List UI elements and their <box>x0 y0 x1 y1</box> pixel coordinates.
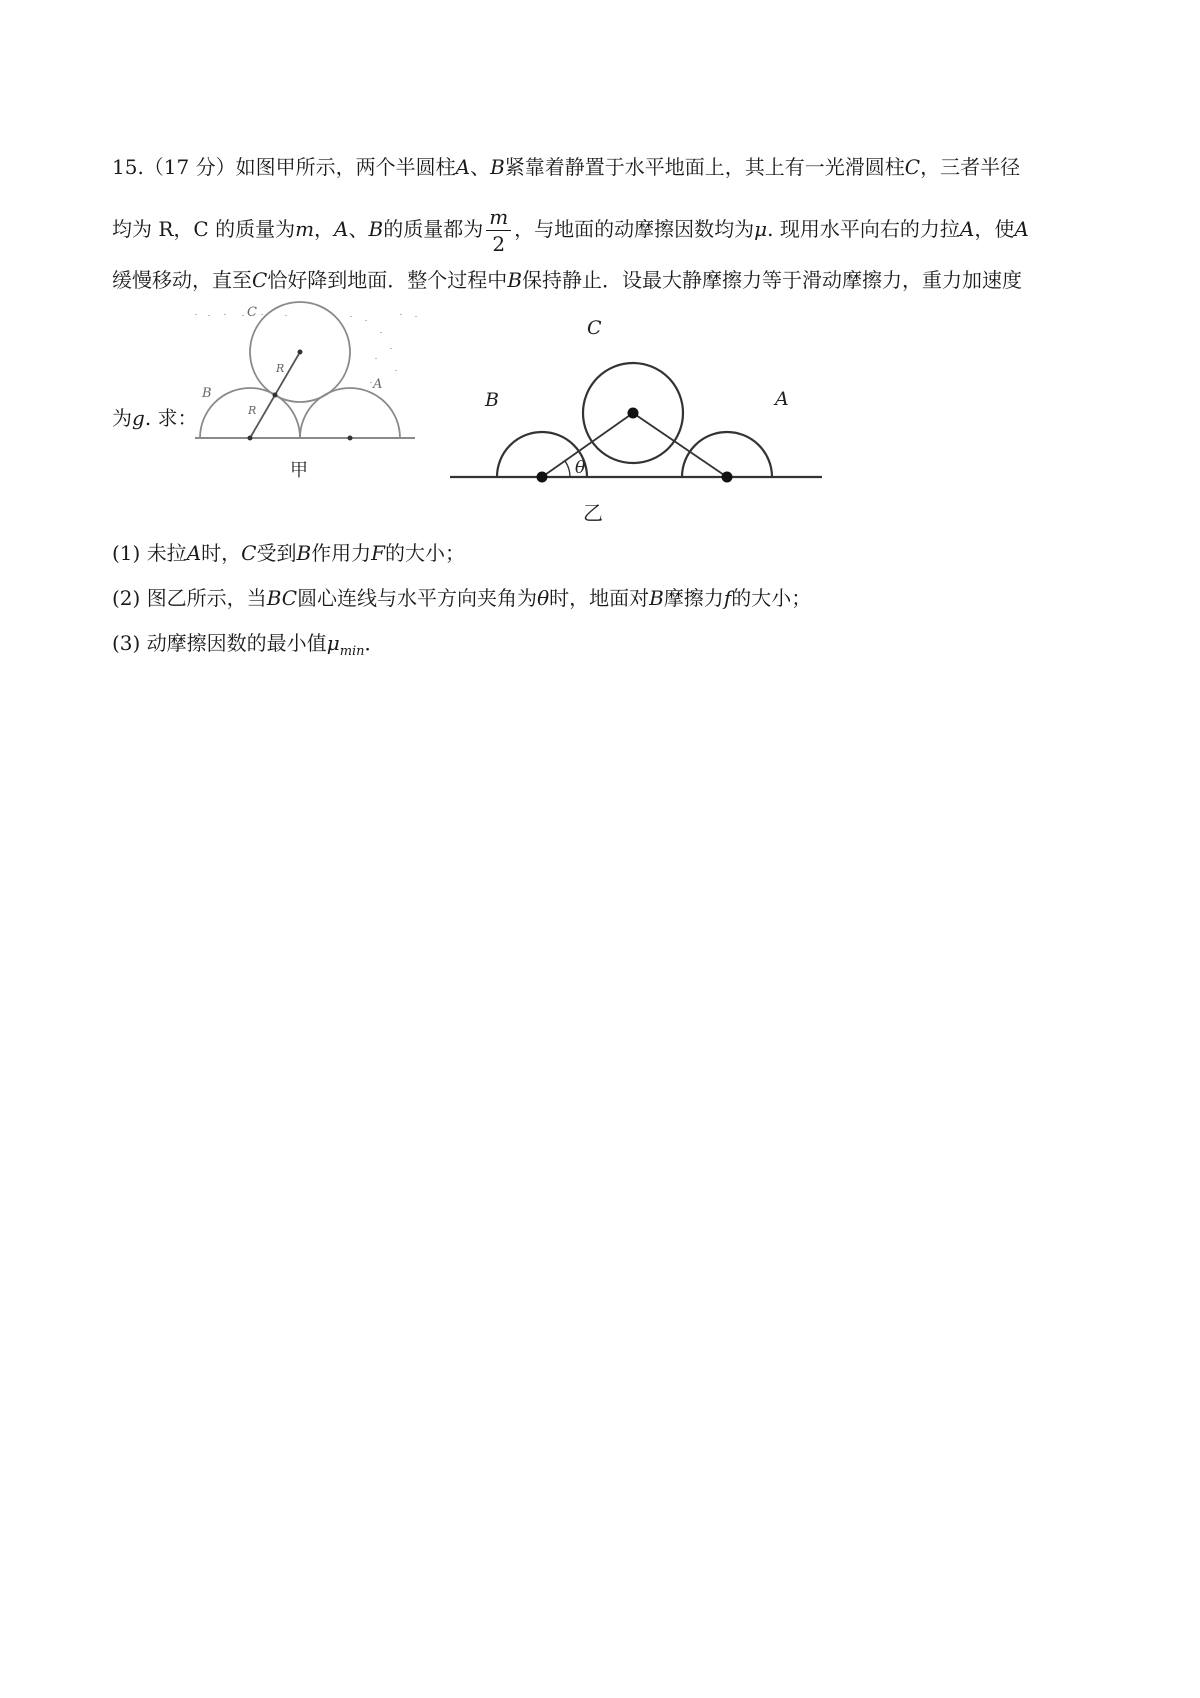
problem-text: 均为 R，C 的质量为 <box>112 217 296 241</box>
question-text: (2) 图乙所示，当 <box>112 586 267 610</box>
variable: θ <box>537 586 550 610</box>
variable: g <box>132 406 145 430</box>
fraction <box>486 207 511 254</box>
variable: C <box>904 155 921 179</box>
variable: B <box>296 541 312 565</box>
question-text: 时，地面对 <box>549 586 650 610</box>
problem-line-3 <box>112 265 1022 295</box>
problem-line-2 <box>112 207 1029 254</box>
variable: m <box>295 217 315 241</box>
label-r: R <box>276 362 285 375</box>
variable: A <box>959 217 975 241</box>
problem-text: 紧靠着静置于水平地面上，其上有一光滑圆柱 <box>504 155 905 179</box>
question-text: 的大小； <box>385 541 466 565</box>
fraction-numerator: m <box>486 207 511 231</box>
contact-dot <box>273 393 278 398</box>
problem-text: 、 <box>470 155 491 179</box>
label-theta: θ <box>575 458 586 478</box>
center-dot-a <box>348 436 353 441</box>
problem-text: 恰好降到地面．整个过程中 <box>267 268 508 292</box>
problem-text: 缓慢移动，直至 <box>112 268 252 292</box>
variable: B <box>507 268 523 292</box>
variable: μ <box>326 631 340 655</box>
center-dot-c <box>298 350 303 355</box>
problem-text: ，三者半径 <box>920 155 1021 179</box>
problem-text: 为 <box>112 406 132 430</box>
variable: BC <box>266 586 298 610</box>
label-b: B <box>202 386 212 401</box>
problem-text: . 求： <box>144 406 198 430</box>
bc-center-line <box>542 413 633 477</box>
problem-text: ， <box>314 217 335 241</box>
label-a: A <box>373 377 383 392</box>
problem-text: 的质量都为 <box>383 217 484 241</box>
center-dot-a <box>722 472 733 483</box>
problem-text: 、 <box>348 217 369 241</box>
variable: A <box>334 217 349 241</box>
question-3 <box>112 628 385 667</box>
question-text: 作用力 <box>311 541 372 565</box>
center-dot-b <box>248 436 253 441</box>
half-cylinder-a <box>300 388 400 438</box>
problem-text: 15.（17 分）如图甲所示，两个半圆柱 <box>112 155 456 179</box>
variable: A <box>1014 217 1029 241</box>
label-a: A <box>775 388 789 410</box>
variable: A <box>186 541 202 565</box>
question-text: 摩擦力 <box>663 586 724 610</box>
question-text: 受到 <box>256 541 297 565</box>
variable: μ <box>754 217 768 241</box>
label-b: B <box>485 389 499 411</box>
variable: C <box>241 541 257 565</box>
figure-caption-yi: 乙 <box>583 501 603 525</box>
variable: B <box>368 217 384 241</box>
problem-text: ，使 <box>974 217 1015 241</box>
variable: F <box>371 541 386 565</box>
fraction-denominator: 2 <box>492 232 506 256</box>
ac-center-line <box>633 413 727 477</box>
problem-line-4 <box>112 403 198 433</box>
variable: f <box>723 586 732 610</box>
variable: B <box>649 586 664 610</box>
angle-arc <box>565 461 570 477</box>
label-c: C <box>587 317 602 339</box>
question-text: 圆心连线与水平方向夹角为 <box>297 586 538 610</box>
variable: A <box>455 155 471 179</box>
figure-caption-jia: 甲 <box>290 460 308 481</box>
question-text: 时， <box>201 541 242 565</box>
question-text: ． <box>364 631 385 655</box>
question-text: 的大小； <box>731 586 812 610</box>
problem-text: ，与地面的动摩擦因数均为 <box>514 217 755 241</box>
label-c: C <box>247 305 257 320</box>
variable: B <box>490 155 505 179</box>
subscript: min <box>339 644 365 659</box>
problem-text: . 现用水平向右的力拉 <box>767 217 960 241</box>
label-r: R <box>248 404 257 417</box>
problem-line-1 <box>112 152 1020 182</box>
variable: C <box>252 268 268 292</box>
question-1 <box>112 538 465 568</box>
question-text: (3) 动摩擦因数的最小值 <box>112 631 327 655</box>
problem-text: 保持静止．设最大静摩擦力等于滑动摩擦力，重力加速度 <box>522 268 1023 292</box>
center-dot-c <box>628 408 639 419</box>
question-text: (1) 未拉 <box>112 541 187 565</box>
center-dot-b <box>537 472 548 483</box>
figure-yi <box>450 317 830 528</box>
scan-speckle <box>195 314 417 383</box>
figure-jia <box>190 305 430 520</box>
question-2 <box>112 583 811 613</box>
